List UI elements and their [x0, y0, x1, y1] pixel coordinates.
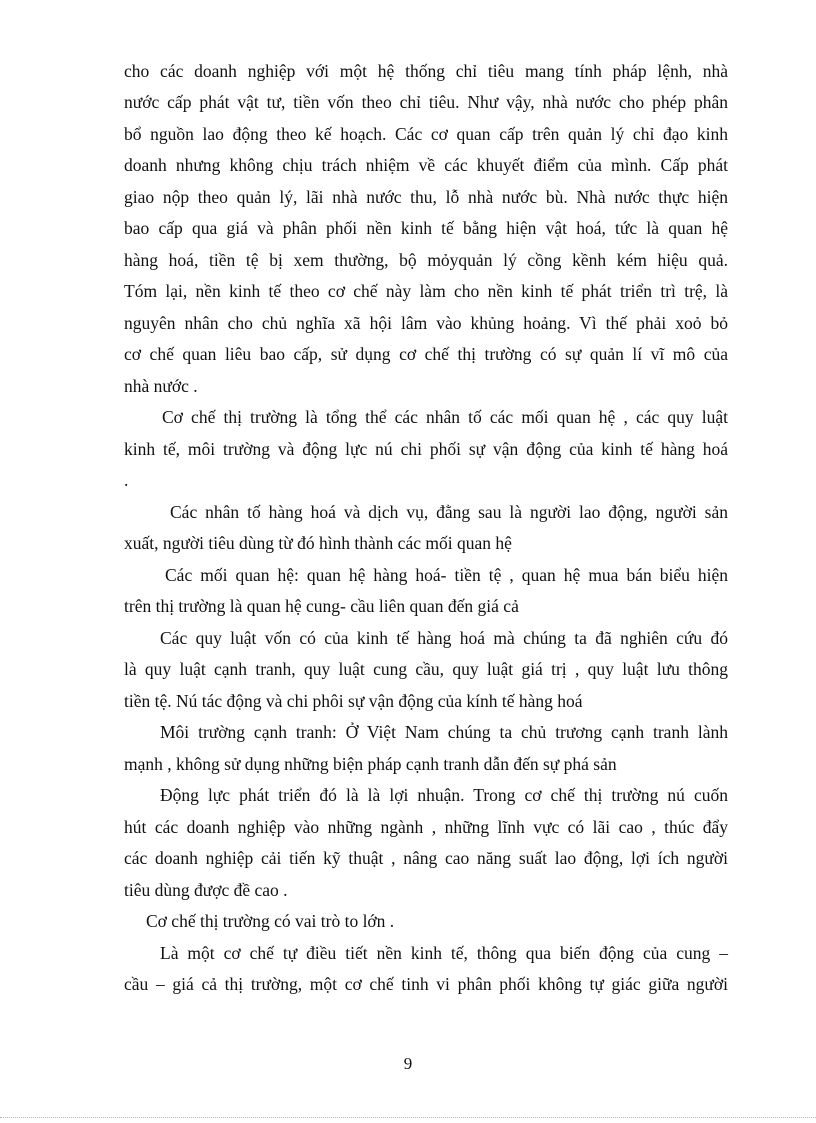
text-line: nhà nước .	[124, 376, 198, 396]
text-line: .	[124, 470, 129, 490]
paragraph-first-line: Các mối quan hệ: quan hệ hàng hoá- tiền tệ , quan hệ mua bán biểu hiện	[165, 565, 728, 585]
text-line: hút các doanh nghiệp vào những ngành , những lĩnh vực có lãi cao , thúc đẩy	[124, 817, 728, 837]
text-line: doanh nhưng không chịu trách nhiệm về các khuyết điểm của mình. Cấp phát	[124, 155, 728, 175]
page-number: 9	[403, 1054, 413, 1073]
paragraph-first-line: Cơ chế thị trường là tổng thể các nhân tố các mối quan hệ , các quy luật	[162, 407, 728, 427]
text-line: xuất, người tiêu dùng từ đó hình thành các mối quan hệ	[124, 533, 512, 553]
text-line: tiêu dùng được đề cao .	[124, 880, 288, 900]
paragraph-first-line: Các quy luật vốn có của kinh tế hàng hoá mà chúng ta đã nghiên cứu đó	[160, 628, 728, 648]
paragraph-first-line: Là một cơ chế tự điều tiết nền kinh tế, thông qua biến động của cung –	[160, 943, 728, 963]
text-line: Tóm lại, nền kinh tế theo cơ chế này làm cho nền kinh tế phát triển trì trệ, là	[124, 281, 728, 301]
text-line: các doanh nghiệp cải tiến kỹ thuật , nâng cao năng suất lao động, lợi ích người	[124, 848, 728, 868]
page-bottom-dotted-border	[0, 1117, 816, 1118]
text-line: cầu – giá cả thị trường, một cơ chế tinh vi phân phối không tự giác giữa người	[124, 974, 728, 994]
text-line: kinh tế, môi trường và động lực nú chi phối sự vận động của kinh tế hàng hoá	[124, 439, 728, 459]
text-line: bổ nguồn lao động theo kế hoạch. Các cơ quan cấp trên quản lý chỉ đạo kinh	[124, 124, 728, 144]
text-line: cơ chế quan liêu bao cấp, sử dụng cơ chế thị trường có sự quản lí vĩ mô của	[124, 344, 728, 364]
text-line: là quy luật cạnh tranh, quy luật cung cầu, quy luật giá trị , quy luật lưu thông	[124, 659, 728, 679]
paragraph-first-line: Môi trường cạnh tranh: Ở Việt Nam chúng ta chủ trương cạnh tranh lành	[160, 722, 728, 742]
section-heading: Cơ chế thị trường có vai trò to lớn .	[146, 911, 395, 931]
text-line: cho các doanh nghiệp với một hệ thống chỉ tiêu mang tính pháp lệnh, nhà	[124, 61, 728, 81]
text-line: nguyên nhân cho chủ nghĩa xã hội lâm vào khủng hoảng. Vì thế phải xoỏ bỏ	[124, 313, 728, 333]
text-line: bao cấp qua giá và phân phối nền kinh tế bằng hiện vật hoá, tức là quan hệ	[124, 218, 728, 238]
paragraph-first-line: Động lực phát triển đó là là lợi nhuận. Trong cơ chế thị trường nú cuốn	[160, 785, 728, 805]
text-line: tiền tệ. Nú tác động và chi phôi sự vận động của kính tế hàng hoá	[124, 691, 583, 711]
text-line: nước cấp phát vật tư, tiền vốn theo chỉ tiêu. Như vậy, nhà nước cho phép phân	[124, 92, 728, 112]
paragraph-first-line: Các nhân tố hàng hoá và dịch vụ, đằng sau là người lao động, người sản	[170, 502, 728, 522]
text-line: hàng hoá, tiền tệ bị xem thường, bộ mỏyquản lý cồng kềnh kém hiệu quả.	[124, 250, 728, 270]
text-line: trên thị trường là quan hệ cung- cầu liên quan đến giá cả	[124, 596, 519, 616]
text-line: giao nộp theo quản lý, lãi nhà nước thu, lỗ nhà nước bù. Nhà nước thực hiện	[124, 187, 728, 207]
text-line: mạnh , không sử dụng những biện pháp cạnh tranh dẫn đến sự phá sản	[124, 754, 617, 774]
